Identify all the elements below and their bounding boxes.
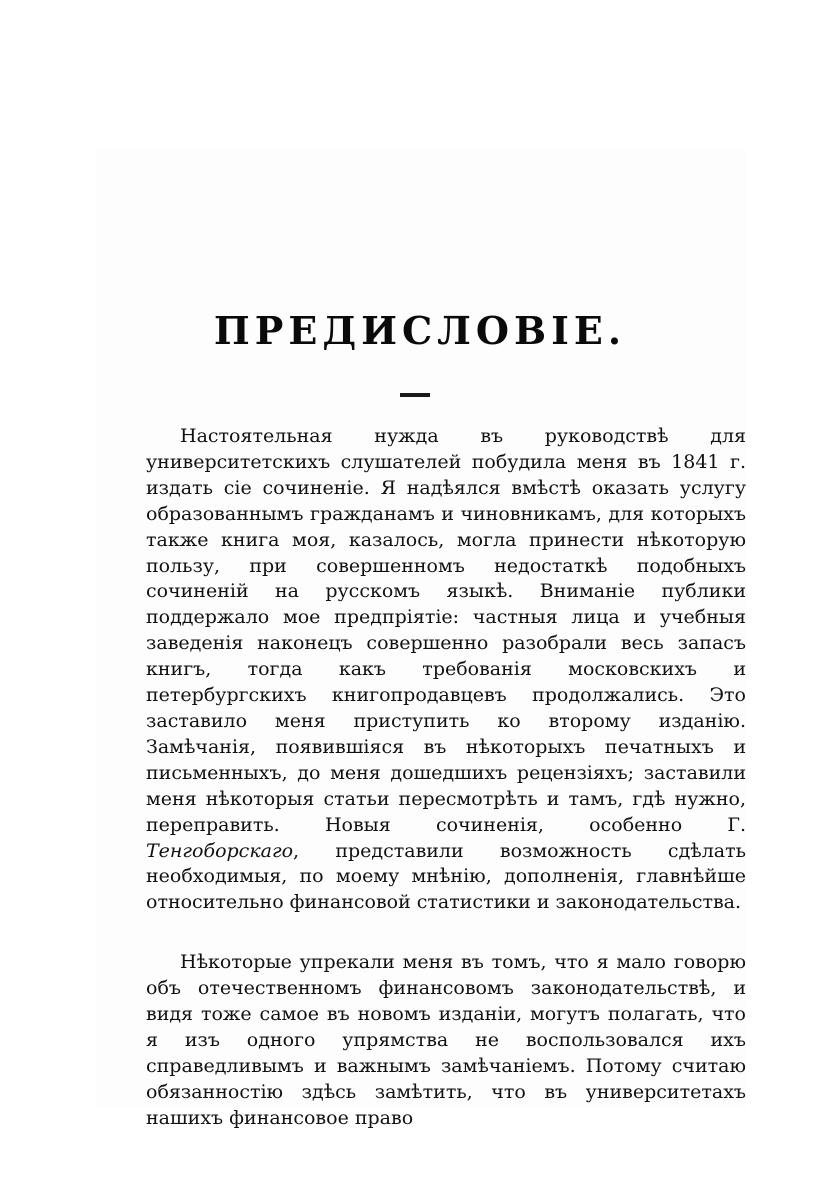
paragraph-1-text-end: , представили возможность сдѣлать необходимыя, по моему мнѣнію, дополненія, главнѣйше относительно финансовой статистики и законодательства. xyxy=(146,839,746,914)
page-body xyxy=(146,424,746,1132)
page-title: ПРЕДИСЛОВІЕ. xyxy=(213,308,627,353)
title-dash-ornament xyxy=(400,393,430,397)
paragraph-1-text: Настоятельная нужда въ руководствѣ для университетскихъ слушателей побудила меня въ 1841 г. издать сіе сочиненіе. Я надѣялся вмѣстѣ оказать услугу образованнымъ гражданамъ и чиновникамъ, для которыхъ также книга моя, казалось, могла принести нѣкоторую пользу, при совершенномъ недостаткѣ подобныхъ сочиненій на русскомъ языкѣ. Вниманіе публики поддержало мое предпріятіе: частныя лица и учебныя заведенія наконецъ совершенно разобрали весь запасъ книгъ, тогда какъ требованія московскихъ и петербургскихъ книгопродавцевъ продолжались. Это заставило меня приступить ко второму изданію. Замѣчанія, появившіяся въ нѣкоторыхъ печатныхъ и письменныхъ, до меня дошедшихъ рецензіяхъ; заставили меня нѣкоторыя статьи пересмотрѣть и тамъ, гдѣ нужно, переправить. Новыя сочиненія, особенно Г. xyxy=(146,425,746,836)
author-name-italic: Тенгоборскаго xyxy=(146,839,294,862)
paragraph-2: Нѣкоторые упрекали меня въ томъ, что я мало говорю объ отечественномъ финансовомъ законодательствѣ, и видя тоже самое въ новомъ изданіи, могутъ полагать, что я изъ одного упрямства не воспользовался ихъ справедливымъ и важнымъ замѣчаніемъ. Потому считаю обязанностію здѣсь замѣтить, что въ университетахъ нашихъ финансовое право xyxy=(146,951,746,1129)
paragraph-1 xyxy=(146,424,746,916)
